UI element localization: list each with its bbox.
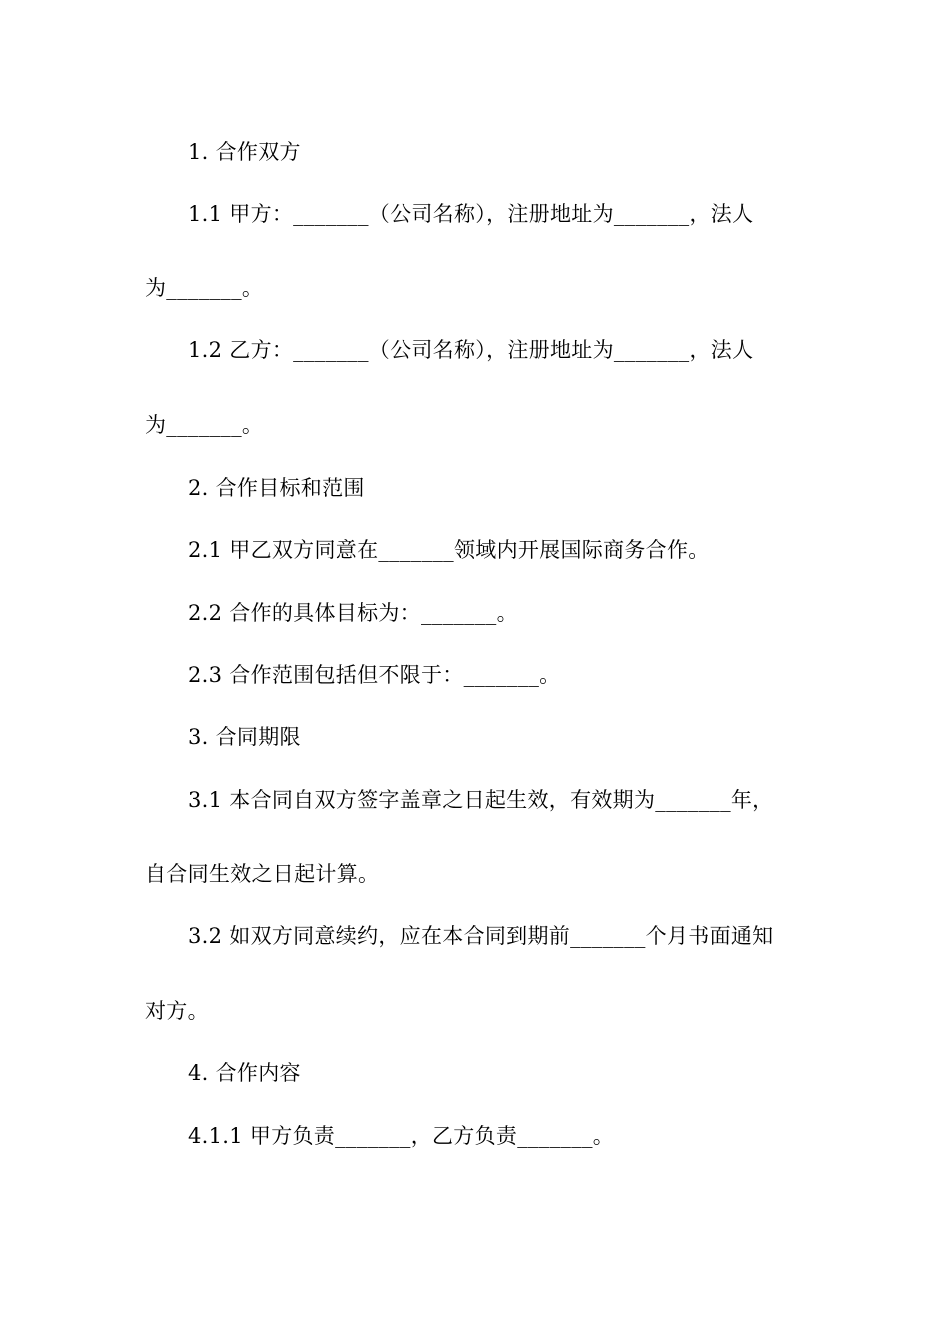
- clause-3-1: 3.1 本合同自双方签字盖章之日起生效，有效期为_______年，: [188, 788, 774, 812]
- section-heading-term: 3. 合同期限: [188, 725, 301, 749]
- clause-2-1: 2.1 甲乙双方同意在_______领域内开展国际商务合作。: [188, 538, 710, 562]
- clause-2-3: 2.3 合作范围包括但不限于：_______。: [188, 663, 561, 687]
- clause-3-2-continued: 对方。: [145, 999, 209, 1023]
- clause-1-2-continued: 为_______。: [145, 413, 264, 437]
- section-heading-content: 4. 合作内容: [188, 1061, 301, 1085]
- clause-1-1-continued: 为_______。: [145, 276, 264, 300]
- clause-3-2: 3.2 如双方同意续约，应在本合同到期前_______个月书面通知: [188, 924, 774, 948]
- clause-4-1-1: 4.1.1 甲方负责_______，乙方负责_______。: [188, 1124, 615, 1148]
- section-heading-goals-scope: 2. 合作目标和范围: [188, 476, 365, 500]
- clause-1-1-party-a: 1.1 甲方：_______（公司名称），注册地址为_______，法人: [188, 202, 754, 226]
- clause-1-2-party-b: 1.2 乙方：_______（公司名称），注册地址为_______，法人: [188, 338, 754, 362]
- clause-2-2: 2.2 合作的具体目标为：_______。: [188, 601, 518, 625]
- clause-3-1-continued: 自合同生效之日起计算。: [145, 862, 380, 886]
- section-heading-parties: 1. 合作双方: [188, 140, 301, 164]
